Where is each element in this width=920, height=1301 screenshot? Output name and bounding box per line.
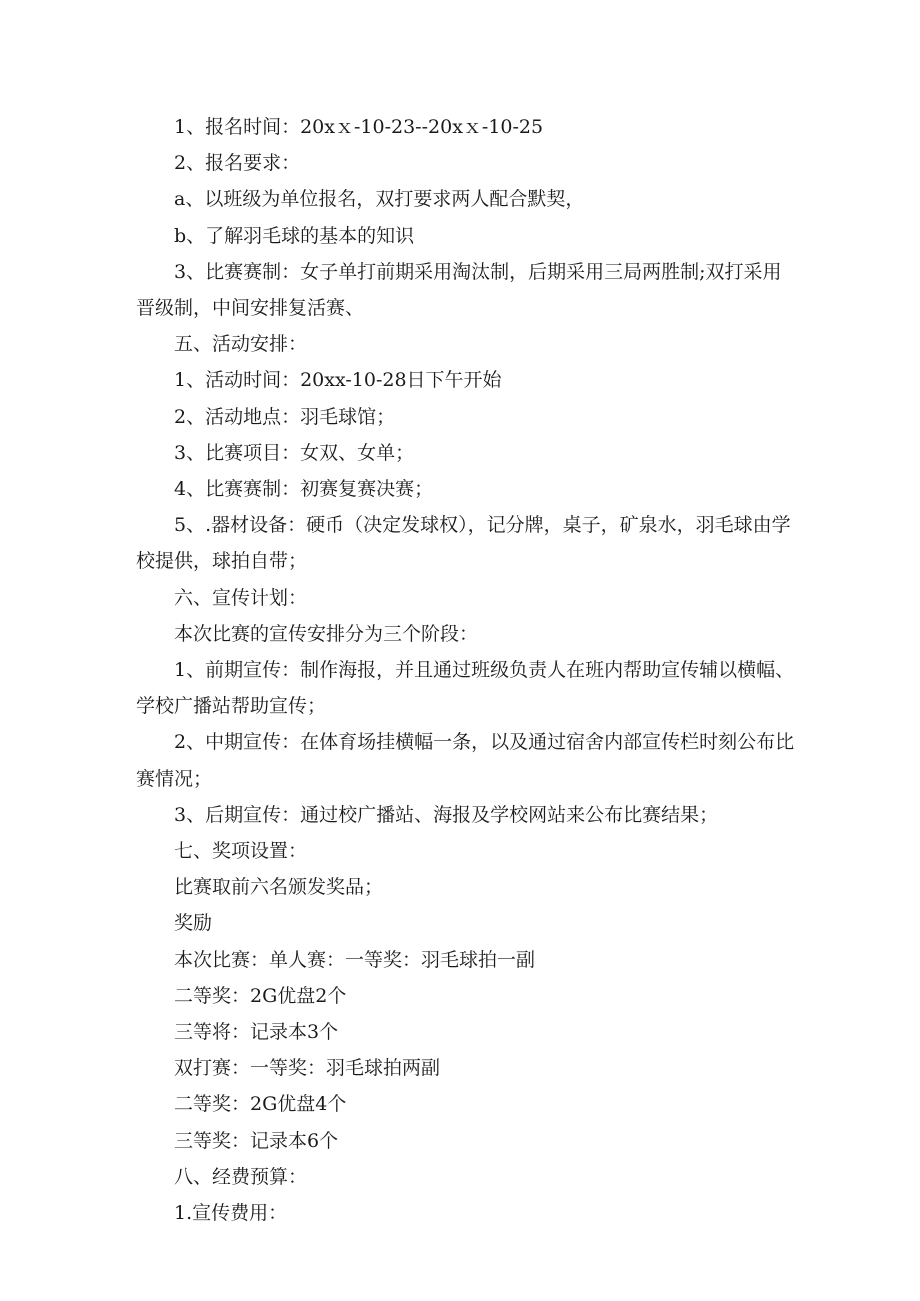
paragraph-publicity-intro: 本次比赛的宣传安排分为三个阶段： bbox=[174, 622, 479, 645]
paragraph-rewards: 奖励 bbox=[174, 912, 213, 935]
paragraph-req-a: a、以班级为单位报名，双打要求两人配合默契， bbox=[174, 188, 585, 211]
paragraph-rounds: 4、比赛赛制：初赛复赛决赛； bbox=[174, 478, 434, 501]
paragraph-singles-third: 三等将：记录本3个 bbox=[174, 1021, 339, 1044]
section-heading-awards: 七、奖项设置： bbox=[174, 840, 308, 863]
paragraph-publicity-cost: 1.宣传费用： bbox=[174, 1202, 288, 1225]
paragraph-activity-location: 2、活动地点：羽毛球馆； bbox=[174, 405, 396, 428]
section-heading-activity: 五、活动安排： bbox=[174, 333, 308, 356]
paragraph-activity-time: 1、活动时间：20xx-10-28日下午开始 bbox=[174, 369, 502, 392]
paragraph-events: 3、比赛项目：女双、女单； bbox=[174, 441, 415, 464]
paragraph-req-b: b、了解羽毛球的基本的知识 bbox=[174, 224, 415, 247]
paragraph-doubles-third: 三等奖：记录本6个 bbox=[174, 1129, 339, 1152]
paragraph-equipment: 5、.器材设备：硬币（决定发球权），记分牌，桌子，矿泉水，羽毛球由学校提供，球拍自带； bbox=[136, 514, 791, 573]
paragraph-awards-intro: 比赛取前六名颁发奖品； bbox=[174, 876, 384, 899]
document-body bbox=[136, 109, 796, 1231]
paragraph-singles-first: 本次比赛：单人赛：一等奖：羽毛球拍一副 bbox=[174, 948, 536, 971]
section-heading-budget: 八、经费预算： bbox=[174, 1165, 308, 1188]
section-heading-publicity: 六、宣传计划： bbox=[174, 586, 308, 609]
paragraph-reg-requirements: 2、报名要求： bbox=[174, 152, 301, 175]
paragraph-reg-time: 1、报名时间：20xｘ-10-23--20xｘ-10-25 bbox=[174, 116, 544, 138]
paragraph-doubles-first: 双打赛：一等奖：羽毛球拍两副 bbox=[174, 1057, 441, 1080]
paragraph-singles-second: 二等奖：2G优盘2个 bbox=[174, 984, 347, 1007]
paragraph-publicity-late: 3、后期宣传：通过校广播站、海报及学校网站来公布比赛结果； bbox=[174, 803, 719, 826]
paragraph-publicity-early: 1、前期宣传：制作海报，并且通过班级负责人在班内帮助宣传辅以横幅、学校广播站帮助宣传； bbox=[136, 659, 795, 718]
paragraph-competition-format: 3、比赛赛制：女子单打前期采用淘汰制，后期采用三局两胜制;双打采用晋级制，中间安排复活赛、 bbox=[136, 260, 782, 320]
paragraph-publicity-middle: 2、中期宣传：在体育场挂横幅一条，以及通过宿舍内部宣传栏时刻公布比赛情况； bbox=[136, 731, 795, 790]
paragraph-doubles-second: 二等奖：2G优盘4个 bbox=[174, 1093, 347, 1116]
